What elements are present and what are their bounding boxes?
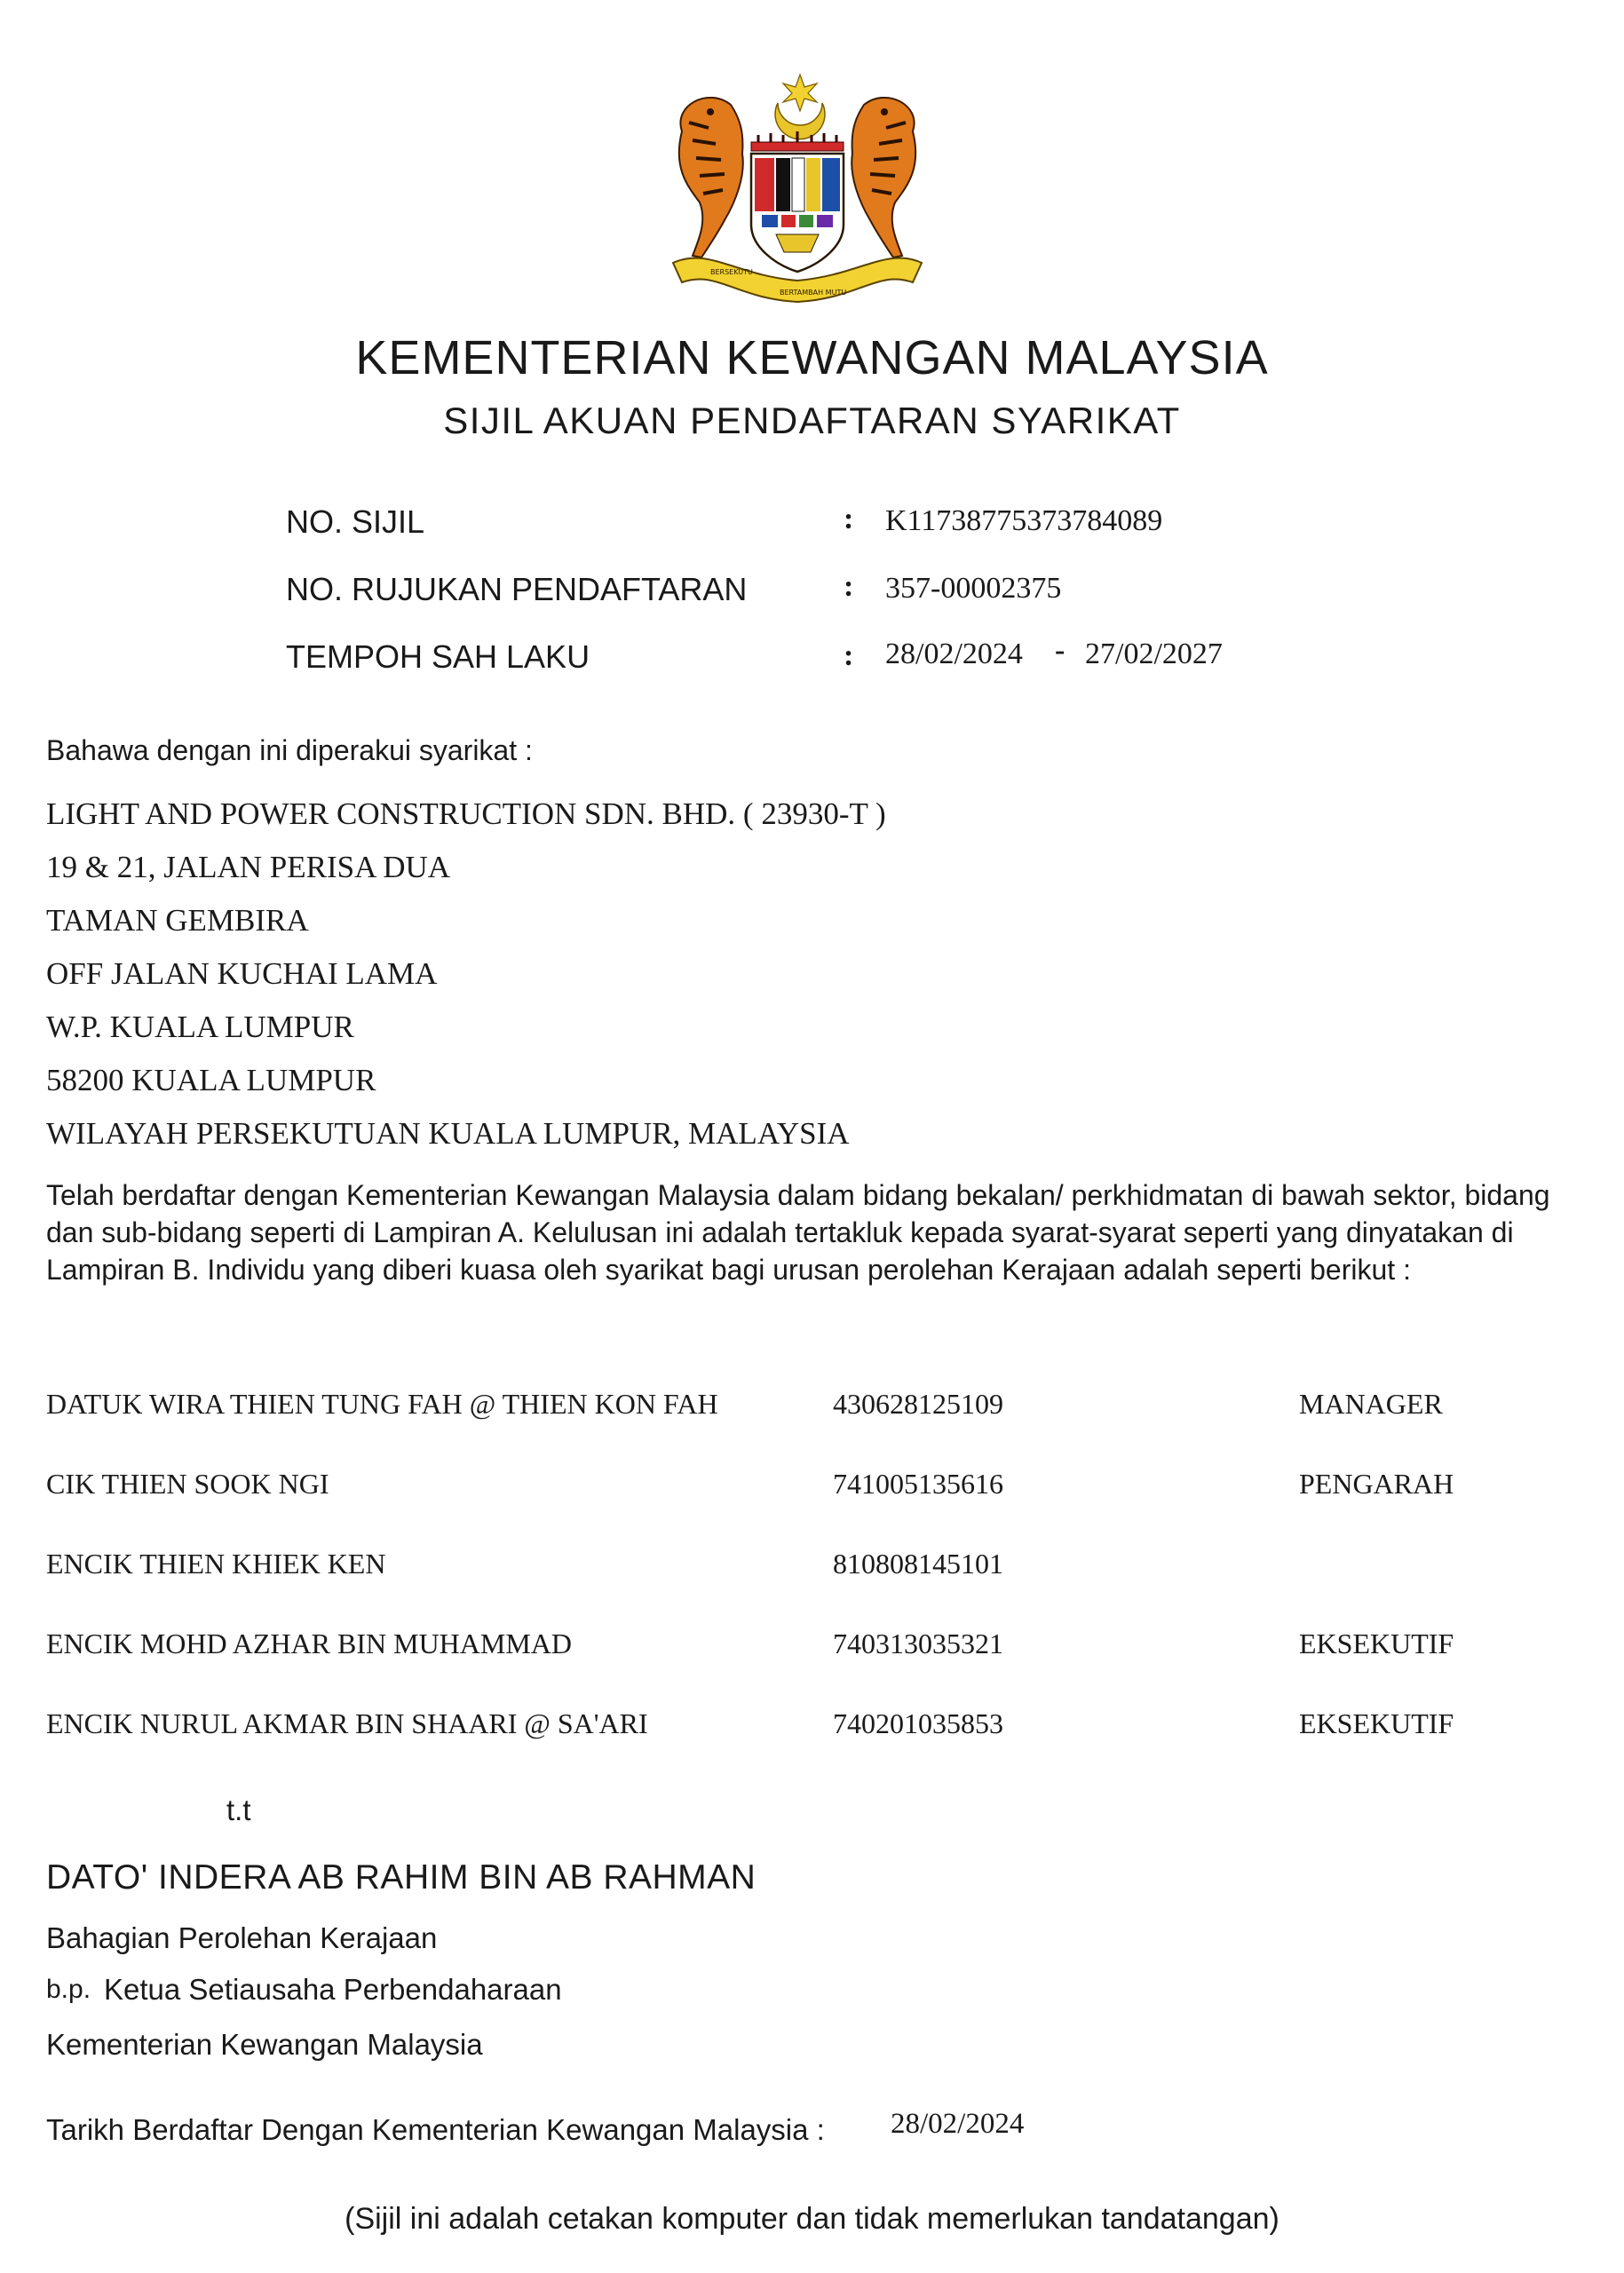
- person-ic: 741005135616: [833, 1468, 1003, 1500]
- ministry-title: KEMENTERIAN KEWANGAN MALAYSIA: [355, 331, 1269, 384]
- registration-text-line: Telah berdaftar dengan Kementerian Kewangan Malaysia dalam bidang bekalan/ perkhidmatan di bawah sektor, bidang: [46, 1179, 1550, 1211]
- right-tiger-icon: [852, 98, 915, 257]
- tempoh-label: TEMPOH SAH LAKU: [286, 638, 590, 675]
- person-ic: 740201035853: [833, 1707, 1003, 1739]
- colon: :: [844, 639, 854, 672]
- tempoh-from: 28/02/2024: [885, 638, 1023, 670]
- registration-text-line: dan sub-bidang seperti di Lampiran A. Kelulusan ini adalah tertakluk kepada syarat-syarat seperti yang dinyatakan di: [46, 1216, 1514, 1248]
- intro-text: Bahawa dengan ini diperakui syarikat :: [46, 734, 533, 766]
- person-name: DATUK WIRA THIEN TUNG FAH @ THIEN KON FAH: [46, 1388, 718, 1420]
- person-ic: 430628125109: [833, 1388, 1003, 1420]
- signatory-name: DATO' INDERA AB RAHIM BIN AB RAHMAN: [46, 1858, 757, 1897]
- registration-date-label: Tarikh Berdaftar Dengan Kementerian Kewangan Malaysia :: [46, 2113, 825, 2146]
- colon: :: [844, 570, 854, 603]
- tempoh-dash: -: [1055, 634, 1066, 667]
- crescent-star-icon: [775, 75, 825, 139]
- tempoh-to: 27/02/2027: [1085, 638, 1223, 670]
- address-line: WILAYAH PERSEKUTUAN KUALA LUMPUR, MALAYSIA: [46, 1116, 850, 1151]
- person-role: EKSEKUTIF: [1299, 1707, 1454, 1739]
- no-sijil-value: K11738775373784089: [885, 504, 1163, 537]
- shield-icon: [751, 154, 844, 272]
- person-role: EKSEKUTIF: [1299, 1628, 1454, 1659]
- no-rujukan-value: 357-00002375: [885, 572, 1062, 605]
- person-ic: 740313035321: [833, 1628, 1003, 1659]
- person-ic: 810808145101: [833, 1548, 1003, 1580]
- left-tiger-icon: [679, 98, 743, 257]
- address-line: TAMAN GEMBIRA: [46, 903, 309, 938]
- colon: :: [844, 503, 854, 535]
- person-name: ENCIK MOHD AZHAR BIN MUHAMMAD: [46, 1628, 573, 1659]
- tt-mark: t.t: [226, 1794, 251, 1826]
- bp-prefix: b.p.: [46, 1975, 91, 2004]
- no-rujukan-label: NO. RUJUKAN PENDAFTARAN: [286, 571, 748, 607]
- person-name: CIK THIEN SOOK NGI: [46, 1468, 329, 1500]
- crest-motto-left: BERSEKUTU: [710, 268, 753, 276]
- registration-date-value: 28/02/2024: [891, 2108, 1025, 2140]
- address-line: W.P. KUALA LUMPUR: [46, 1010, 354, 1044]
- company-name: LIGHT AND POWER CONSTRUCTION SDN. BHD. ( 23930-T ): [46, 796, 886, 831]
- signatory-department: Bahagian Perolehan Kerajaan: [46, 1921, 438, 1954]
- malaysia-coat-of-arms-icon: [646, 69, 948, 313]
- address-line: 58200 KUALA LUMPUR: [46, 1063, 376, 1097]
- address-line: 19 & 21, JALAN PERISA DUA: [46, 850, 451, 884]
- certificate-title: SIJIL AKUAN PENDAFTARAN SYARIKAT: [443, 400, 1181, 441]
- signatory-title: Ketua Setiausaha Perbendaharaan: [104, 1973, 562, 2006]
- no-sijil-label: NO. SIJIL: [286, 503, 425, 540]
- registration-text-line: Lampiran B. Individu yang diberi kuasa oleh syarikat bagi urusan perolehan Kerajaan adalah seperti berikut :: [46, 1254, 1411, 1286]
- signatory-ministry: Kementerian Kewangan Malaysia: [46, 2028, 483, 2061]
- address-line: OFF JALAN KUCHAI LAMA: [46, 956, 438, 991]
- person-role: PENGARAH: [1299, 1468, 1454, 1500]
- person-role: MANAGER: [1299, 1388, 1443, 1420]
- person-name: ENCIK NURUL AKMAR BIN SHAARI @ SA'ARI: [46, 1707, 648, 1739]
- person-name: ENCIK THIEN KHIEK KEN: [46, 1548, 386, 1580]
- footer-note: (Sijil ini adalah cetakan komputer dan tidak memerlukan tandatangan): [345, 2202, 1279, 2236]
- crest-motto-right: BERTAMBAH MUTU: [780, 289, 847, 297]
